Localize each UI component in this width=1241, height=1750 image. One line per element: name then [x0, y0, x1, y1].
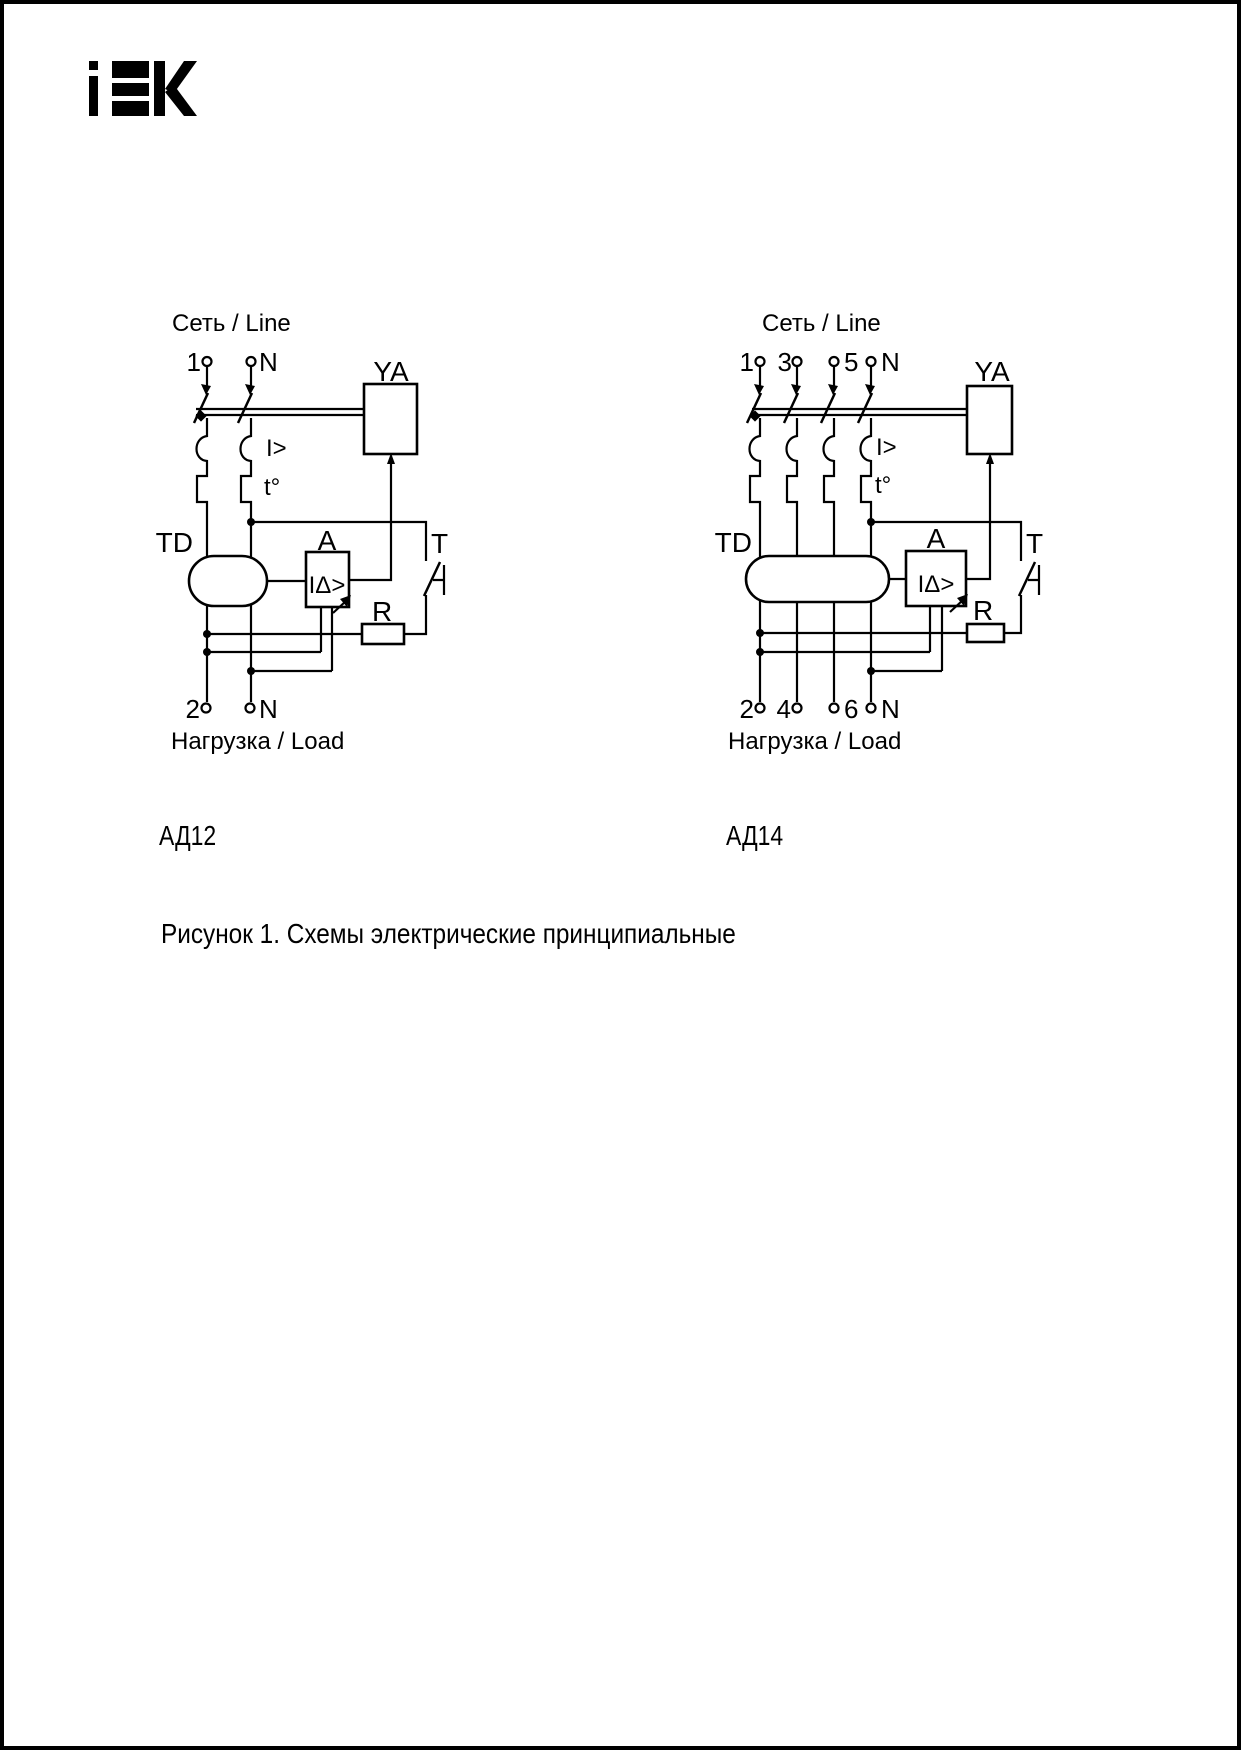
terminal-circle	[830, 357, 839, 366]
ad12-line-label: Сеть / Line	[172, 310, 291, 337]
td-toroid	[189, 556, 267, 606]
ad12-resistor-label: R	[372, 596, 393, 627]
lead-arrow-icon	[754, 384, 764, 395]
ad12-terminal-1: 1	[186, 347, 201, 377]
ad14-amplifier	[906, 523, 968, 671]
ad12-load-terminals	[186, 694, 278, 724]
ad14-terminal-3: 3	[777, 347, 792, 377]
figure-caption: Рисунок 1. Схемы электрические принципиальные	[161, 918, 736, 949]
test-button-actuator	[1028, 565, 1039, 595]
ad14-ya-label: YA	[974, 356, 1010, 387]
ad12-thermal-label: t°	[264, 474, 281, 501]
terminal-circle	[756, 357, 765, 366]
terminal-circle	[867, 357, 876, 366]
ad14-schematic	[715, 310, 1043, 755]
ad14-overcurrent-label: I>	[876, 434, 897, 461]
ya-box	[967, 386, 1012, 454]
lead-arrow-icon	[828, 384, 838, 395]
ad14-resistor-label: R	[973, 595, 994, 626]
lead-arrow-icon	[245, 384, 255, 395]
ad14-terminal-n-top: N	[881, 347, 900, 377]
terminal-circle	[203, 357, 212, 366]
ad14-line-label: Сеть / Line	[762, 310, 881, 337]
ad12-overcurrent-label: I>	[266, 435, 287, 462]
terminal-circle	[793, 357, 802, 366]
ad12-terminal-n-top: N	[259, 347, 278, 377]
ad12-trip-coil	[349, 356, 417, 580]
lead-arrow-icon	[201, 384, 211, 395]
ad14-terminal-n-bottom: N	[881, 694, 900, 724]
ad14-terminal-4: 4	[776, 694, 791, 724]
td-toroid	[746, 556, 889, 602]
ad14-differential-transformer	[715, 527, 906, 602]
ad12-schematic	[156, 310, 448, 755]
ad14-terminal-1: 1	[739, 347, 754, 377]
ad14-test-button-label: T	[1026, 528, 1044, 559]
ad14-load-label: Нагрузка / Load	[728, 728, 902, 755]
lead-arrow-icon	[865, 384, 875, 395]
ad14-terminal-6: 6	[844, 694, 859, 724]
ad12-amplifier	[306, 525, 351, 671]
terminal-circle	[793, 704, 802, 713]
ad14-trip-coil	[966, 356, 1012, 579]
ad14-figure-name: АД14	[726, 820, 784, 851]
terminal-circle	[246, 704, 255, 713]
ad14-amplifier-label: A	[926, 523, 946, 554]
ad12-residual-label: IΔ>	[308, 572, 346, 599]
terminal-circle	[247, 357, 256, 366]
ad14-load-terminals	[740, 694, 900, 724]
ad12-test-button-label: T	[431, 528, 449, 559]
test-button-actuator	[433, 565, 444, 595]
ad12-differential-transformer	[156, 527, 306, 606]
ad12-amplifier-label: A	[317, 525, 337, 556]
terminal-circle	[202, 704, 211, 713]
ad12-terminal-n-bottom: N	[259, 694, 278, 724]
schematics-figure	[4, 4, 1241, 1750]
ad14-terminal-2: 2	[739, 694, 754, 724]
ad12-ya-label: YA	[373, 356, 409, 387]
ad14-residual-label: IΔ>	[917, 571, 955, 598]
linkage-diamond-icon	[195, 410, 206, 421]
ad12-figure-name: АД12	[159, 820, 217, 851]
ad14-thermal-label: t°	[875, 472, 892, 499]
terminal-circle	[830, 704, 839, 713]
terminal-circle	[867, 704, 876, 713]
ad14-supply-taps	[756, 648, 942, 675]
ad14-terminal-5: 5	[844, 347, 859, 377]
ya-box	[364, 384, 417, 454]
resistor-box	[967, 624, 1004, 642]
ad14-td-label: TD	[714, 527, 752, 558]
terminal-circle	[756, 704, 765, 713]
resistor-box	[362, 624, 404, 644]
ad12-load-label: Нагрузка / Load	[171, 728, 345, 755]
ad12-terminal-2: 2	[185, 694, 200, 724]
ad12-trip-bar	[195, 409, 364, 422]
lead-arrow-icon	[791, 384, 801, 395]
ad12-supply-taps	[203, 648, 332, 675]
ad12-td-label: TD	[155, 527, 193, 558]
